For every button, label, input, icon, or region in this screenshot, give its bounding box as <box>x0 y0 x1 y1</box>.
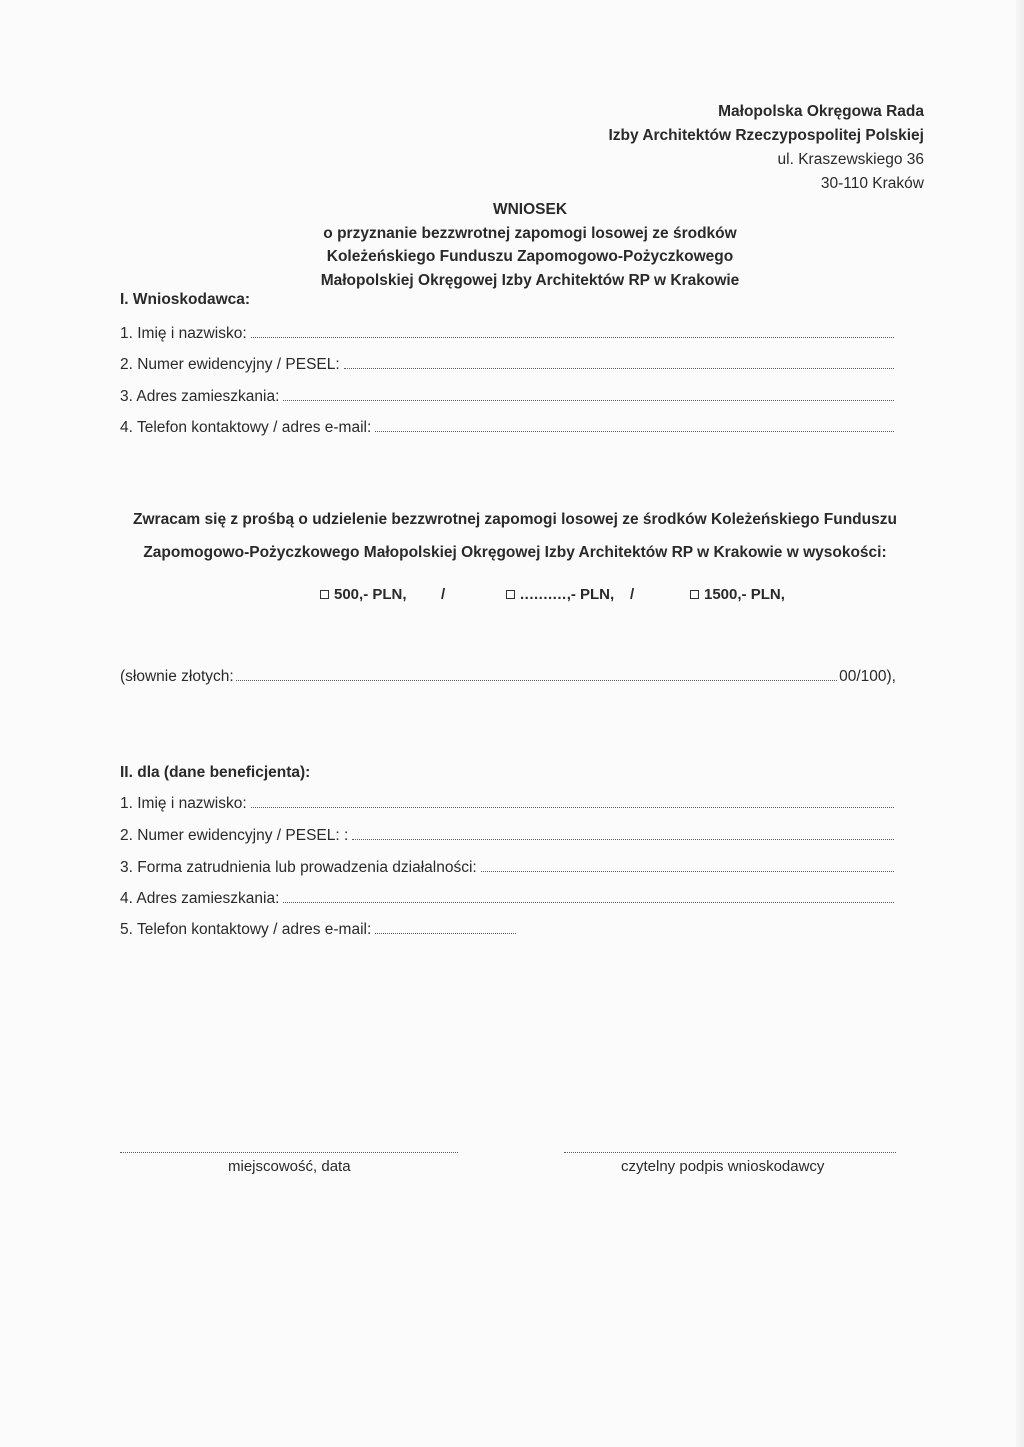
field-label: 1. Imię i nazwisko: <box>120 325 247 342</box>
applicant-pesel-field[interactable] <box>120 355 894 377</box>
amount-options <box>0 586 1024 610</box>
applicant-contact-field[interactable] <box>120 418 894 440</box>
field-label: 5. Telefon kontaktowy / adres e-mail: <box>120 921 372 938</box>
section2-heading: II. dla (dane beneficjenta): <box>120 764 311 781</box>
custom-amount-suffix: ,- PLN, <box>566 586 615 603</box>
title-heading: WNIOSEK <box>492 201 568 218</box>
signature-line[interactable] <box>564 1145 896 1153</box>
request-line-1: Zwracam się z prośbą o udzielenie bezzwrotnej zapomogi losowej ze środków Koleżeńskiego Funduszu <box>133 511 897 528</box>
beneficiary-address-field[interactable] <box>120 889 894 911</box>
beneficiary-employment-field[interactable] <box>120 858 894 880</box>
custom-amount-dots[interactable]: .......... <box>520 586 567 603</box>
words-dotted-line[interactable] <box>236 667 837 681</box>
amount-option-custom[interactable] <box>506 586 614 603</box>
place-date-label: miejscowość, data <box>228 1158 351 1175</box>
field-label: 4. Telefon kontaktowy / adres e-mail: <box>120 419 372 436</box>
separator-1: / <box>441 586 446 603</box>
addressee-line-1: Małopolska Okręgowa Rada <box>718 103 924 120</box>
addressee-block <box>608 100 924 148</box>
beneficiary-name-field[interactable] <box>120 794 894 816</box>
amount-option-1500[interactable] <box>690 586 785 603</box>
title-line-4: Małopolskiej Okręgowej Izby Architektów RP w Krakowie <box>320 271 740 289</box>
field-dotted-line[interactable] <box>283 889 894 903</box>
scan-edge <box>1016 0 1024 1447</box>
field-label: 2. Numer ewidencyjny / PESEL: : <box>120 827 349 844</box>
addressee-line-3: ul. Kraszewskiego 36 <box>777 151 924 168</box>
field-dotted-line[interactable] <box>344 355 894 369</box>
checkbox-500[interactable] <box>320 590 329 599</box>
signature-label: czytelny podpis wnioskodawcy <box>621 1158 825 1175</box>
addressee-line-4: 30-110 Kraków <box>820 175 924 192</box>
checkbox-custom[interactable] <box>506 590 515 599</box>
applicant-name-field[interactable] <box>120 324 894 346</box>
section1-heading: I. Wnioskodawca: <box>120 291 251 308</box>
words-prefix: (słownie złotych: <box>120 668 234 685</box>
title-line-2: o przyznanie bezzwrotnej zapomogi losowej ze środków <box>323 224 737 242</box>
field-label: 2. Numer ewidencyjny / PESEL: <box>120 356 340 373</box>
applicant-address-field[interactable] <box>120 387 894 409</box>
form-title <box>260 198 800 292</box>
request-line-2: Zapomogowo-Pożyczkowego Małopolskiej Okręgowej Izby Architektów RP w Krakowie w wysokości: <box>143 544 887 561</box>
checkbox-1500[interactable] <box>690 590 699 599</box>
words-suffix: 00/100), <box>839 668 896 685</box>
beneficiary-contact-field[interactable] <box>120 920 516 942</box>
separator-2: / <box>630 586 635 603</box>
field-label: 3. Adres zamieszkania: <box>120 388 280 405</box>
addressee-line-2: Izby Architektów Rzeczypospolitej Polskiej <box>608 127 924 144</box>
field-label: 1. Imię i nazwisko: <box>120 795 247 812</box>
field-dotted-line[interactable] <box>375 920 516 934</box>
amount-1500-label: 1500,- PLN, <box>704 586 785 603</box>
field-label: 4. Adres zamieszkania: <box>120 890 280 907</box>
amount-500-label: 500,- PLN, <box>334 586 407 603</box>
amount-option-500[interactable] <box>320 586 407 603</box>
field-dotted-line[interactable] <box>283 387 894 401</box>
place-date-line[interactable] <box>120 1145 458 1153</box>
field-label: 3. Forma zatrudnienia lub prowadzenia działalności: <box>120 859 477 876</box>
field-dotted-line[interactable] <box>251 324 894 338</box>
field-dotted-line[interactable] <box>352 826 894 840</box>
field-dotted-line[interactable] <box>251 794 894 808</box>
field-dotted-line[interactable] <box>375 418 894 432</box>
field-dotted-line[interactable] <box>481 858 894 872</box>
title-line-3: Koleżeńskiego Funduszu Zapomogowo-Pożyczkowego <box>326 248 734 265</box>
beneficiary-pesel-field[interactable] <box>120 826 894 848</box>
addressee-address <box>778 148 924 196</box>
amount-in-words-field[interactable] <box>120 667 896 686</box>
